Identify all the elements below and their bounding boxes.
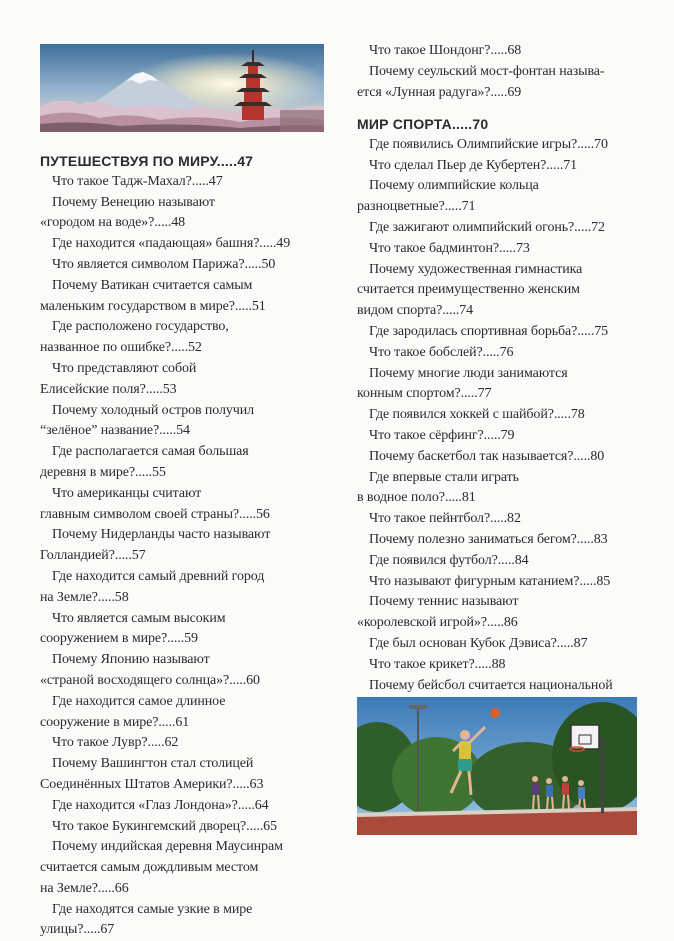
toc-entry[interactable]: Где находится «падающая» башня?.....49: [52, 236, 291, 252]
toc-entry-cont[interactable]: Елисейские поля?.....53: [40, 381, 177, 397]
section-heading-travel[interactable]: ПУТЕШЕСТВУЯ ПО МИРУ.....47: [40, 153, 254, 169]
toc-entry[interactable]: Почему Нидерланды часто называют: [52, 527, 271, 543]
toc-entry-cont[interactable]: Соединённых Штатов Америки?.....63: [40, 776, 264, 792]
toc-entry[interactable]: Почему сеульский мост-фонтан называ-: [369, 63, 605, 79]
toc-entry-cont[interactable]: Голландией?.....57: [40, 548, 146, 564]
toc-entry-cont[interactable]: главным символом своей страны?.....56: [40, 506, 270, 522]
toc-entry[interactable]: Что такое Лувр?.....62: [52, 735, 179, 751]
section-heading-sport[interactable]: МИР СПОРТА.....70: [357, 116, 489, 132]
toc-entry-cont[interactable]: ется «Лунная радуга»?.....69: [357, 84, 522, 100]
toc-entry[interactable]: Что является символом Парижа?.....50: [52, 256, 276, 272]
basketball-photo: [357, 697, 637, 835]
toc-entry-cont[interactable]: сооружением в мире?.....59: [40, 631, 198, 647]
toc-entry-cont[interactable]: в водное поло?.....81: [357, 490, 476, 506]
toc-entry[interactable]: Где расположено государство,: [52, 319, 229, 335]
toc-entry[interactable]: Где находится самое длинное: [52, 693, 226, 709]
toc-entry[interactable]: Где находятся самые узкие в мире: [52, 901, 253, 917]
toc-entry[interactable]: Где зародилась спортивная борьба?.....75: [369, 323, 609, 339]
toc-entry[interactable]: Почему Японию называют: [52, 652, 210, 668]
toc-entry[interactable]: Где появился футбол?.....84: [369, 552, 529, 568]
toc-entry[interactable]: Что американцы считают: [52, 485, 202, 501]
toc-entry[interactable]: Что такое Тадж-Махал?.....47: [52, 173, 223, 189]
toc-entry-cont[interactable]: считается преимущественно женским: [357, 282, 580, 298]
toc-entry-cont[interactable]: маленьким государством в мире?.....51: [40, 298, 266, 314]
toc-entry-cont[interactable]: “зелёное” название?.....54: [40, 423, 190, 439]
toc-entry[interactable]: Что такое пейнтбол?.....82: [369, 511, 521, 527]
toc-entry[interactable]: Почему теннис называют: [369, 594, 519, 610]
toc-entry-cont[interactable]: разноцветные?.....71: [357, 199, 476, 215]
toc-entry[interactable]: Почему Венецию называют: [52, 194, 215, 210]
toc-entry[interactable]: Что такое бобслей?.....76: [369, 344, 514, 360]
toc-entry[interactable]: Где был основан Кубок Дэвиса?.....87: [369, 635, 588, 651]
toc-entry[interactable]: Что такое Букингемский дворец?.....65: [52, 818, 277, 834]
toc-entry[interactable]: Где появились Олимпийские игры?.....70: [369, 136, 608, 152]
toc-entry-cont[interactable]: «королевской игрой»?.....86: [357, 615, 518, 631]
toc-entry[interactable]: Где находится «Глаз Лондона»?.....64: [52, 797, 269, 813]
toc-entry[interactable]: Что сделал Пьер де Кубертен?.....71: [369, 157, 578, 173]
toc-entry[interactable]: Почему художественная гимнастика: [369, 261, 583, 277]
toc-entry[interactable]: Почему баскетбол так называется?.....80: [369, 448, 605, 464]
right-toc-top: [357, 41, 639, 103]
left-toc-column: [40, 151, 334, 941]
toc-entry-cont[interactable]: на Земле?.....66: [40, 880, 129, 896]
toc-entry[interactable]: Почему бейсбол считается национальной: [369, 677, 613, 693]
toc-entry[interactable]: Почему олимпийские кольца: [369, 178, 539, 194]
toc-entry-cont[interactable]: «страной восходящего солнца»?.....60: [40, 672, 260, 688]
toc-entry-cont[interactable]: считается самым дождливым местом: [40, 860, 259, 876]
toc-entry[interactable]: Почему индийская деревня Маусинрам: [52, 839, 283, 855]
toc-entry[interactable]: Почему холодный остров получил: [52, 402, 255, 418]
toc-entry-cont[interactable]: деревня в мире?.....55: [40, 464, 166, 480]
toc-entry[interactable]: Что является самым высоким: [52, 610, 226, 626]
toc-entry[interactable]: Почему полезно заниматься бегом?.....83: [369, 531, 608, 547]
right-toc-column: [357, 114, 639, 759]
japan-pagoda-photo: [40, 44, 324, 132]
toc-entry-cont[interactable]: улицы?.....67: [40, 922, 115, 938]
toc-entry-cont[interactable]: названное по ошибке?.....52: [40, 340, 202, 356]
toc-entry-cont[interactable]: конным спортом?.....77: [357, 386, 492, 402]
toc-entry[interactable]: Почему Вашингтон стал столицей: [52, 756, 254, 772]
toc-entry[interactable]: Что такое Шондонг?.....68: [369, 43, 522, 58]
toc-entry[interactable]: Почему Ватикан считается самым: [52, 277, 253, 293]
toc-entry[interactable]: Что такое бадминтон?.....73: [369, 240, 530, 256]
toc-entry[interactable]: Что такое сёрфинг?.....79: [369, 427, 515, 443]
toc-entry[interactable]: Почему многие люди занимаются: [369, 365, 568, 381]
toc-entry[interactable]: Что такое крикет?.....88: [369, 656, 506, 672]
toc-entry[interactable]: Где впервые стали играть: [369, 469, 519, 485]
toc-entry[interactable]: Где находится самый древний город: [52, 568, 265, 584]
toc-entry[interactable]: Где зажигают олимпийский огонь?.....72: [369, 219, 605, 235]
toc-entry-cont[interactable]: на Земле?.....58: [40, 589, 129, 605]
toc-entry[interactable]: Где располагается самая большая: [52, 444, 249, 460]
toc-entry-cont[interactable]: «городом на воде»?.....48: [40, 215, 186, 231]
toc-entry[interactable]: Что представляют собой: [52, 360, 197, 376]
toc-entry[interactable]: Что называют фигурным катанием?.....85: [369, 573, 611, 589]
toc-entry-cont[interactable]: сооружение в мире?.....61: [40, 714, 190, 730]
toc-entry-cont[interactable]: видом спорта?.....74: [357, 303, 474, 319]
toc-entry[interactable]: Где появился хоккей с шайбой?.....78: [369, 407, 585, 423]
